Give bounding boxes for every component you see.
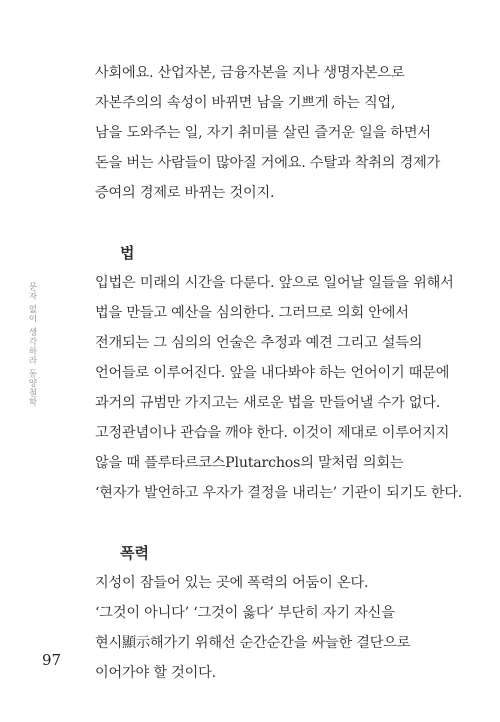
paragraph-capital	[95, 58, 480, 208]
text-line: 않을 때 플루타르코스Plutarchos의 말처럼 의회는	[95, 455, 404, 471]
text-line: 남을 도와주는 일, 자기 취미를 살린 즐거운 일을 하면서	[95, 125, 431, 141]
section-spacer	[95, 208, 480, 238]
paragraph-law	[95, 268, 480, 508]
text-line: 입법은 미래의 시간을 다룬다. 앞으로 일어날 일들을 위해서	[95, 275, 454, 291]
text-line: 자본주의의 속성이 바뀌면 남을 기쁘게 하는 직업,	[95, 95, 396, 111]
text-line: 과거의 규범만 가지고는 새로운 법을 만들어낼 수가 없다.	[95, 395, 441, 411]
section-heading-violence: 폭력	[120, 544, 149, 562]
running-header-vertical: 문자 없이 생각하라 동양철학	[27, 282, 37, 408]
paragraph-violence	[95, 568, 480, 688]
text-line: 이어가야 할 것이다.	[95, 665, 216, 681]
text-line: 고정관념이나 관습을 깨야 한다. 이것이 제대로 이루어지지	[95, 425, 450, 441]
text-line: ‘그것이 아니다’ ‘그것이 옳다’ 부단히 자기 자신을	[95, 605, 395, 621]
text-line: ‘현자가 발언하고 우자가 결정을 내리는’ 기관이 되기도 한다.	[95, 485, 463, 501]
page-number: 97	[42, 651, 62, 669]
text-line: 돈을 버는 사람들이 많아질 거에요. 수탈과 착취의 경제가	[95, 155, 441, 171]
text-line: 현시顯示해가기 위해선 순간순간을 싸늘한 결단으로	[95, 635, 411, 651]
text-line: 증여의 경제로 바뀌는 것이지.	[95, 185, 275, 201]
text-line: 전개되는 그 심의의 언술은 추정과 예견 그리고 설득의	[95, 335, 423, 351]
text-line: 언어들로 이루어진다. 앞을 내다봐야 하는 언어이기 때문에	[95, 365, 450, 381]
section-heading-law: 법	[120, 244, 135, 262]
text-line: 사회에요. 산업자본, 금융자본을 지나 생명자본으로	[95, 65, 405, 81]
section-spacer	[95, 508, 480, 538]
text-line: 법을 만들고 예산을 심의한다. 그러므로 의회 안에서	[95, 305, 409, 321]
page-body	[95, 58, 480, 688]
text-line: 지성이 잠들어 있는 곳에 폭력의 어둠이 온다.	[95, 575, 369, 591]
